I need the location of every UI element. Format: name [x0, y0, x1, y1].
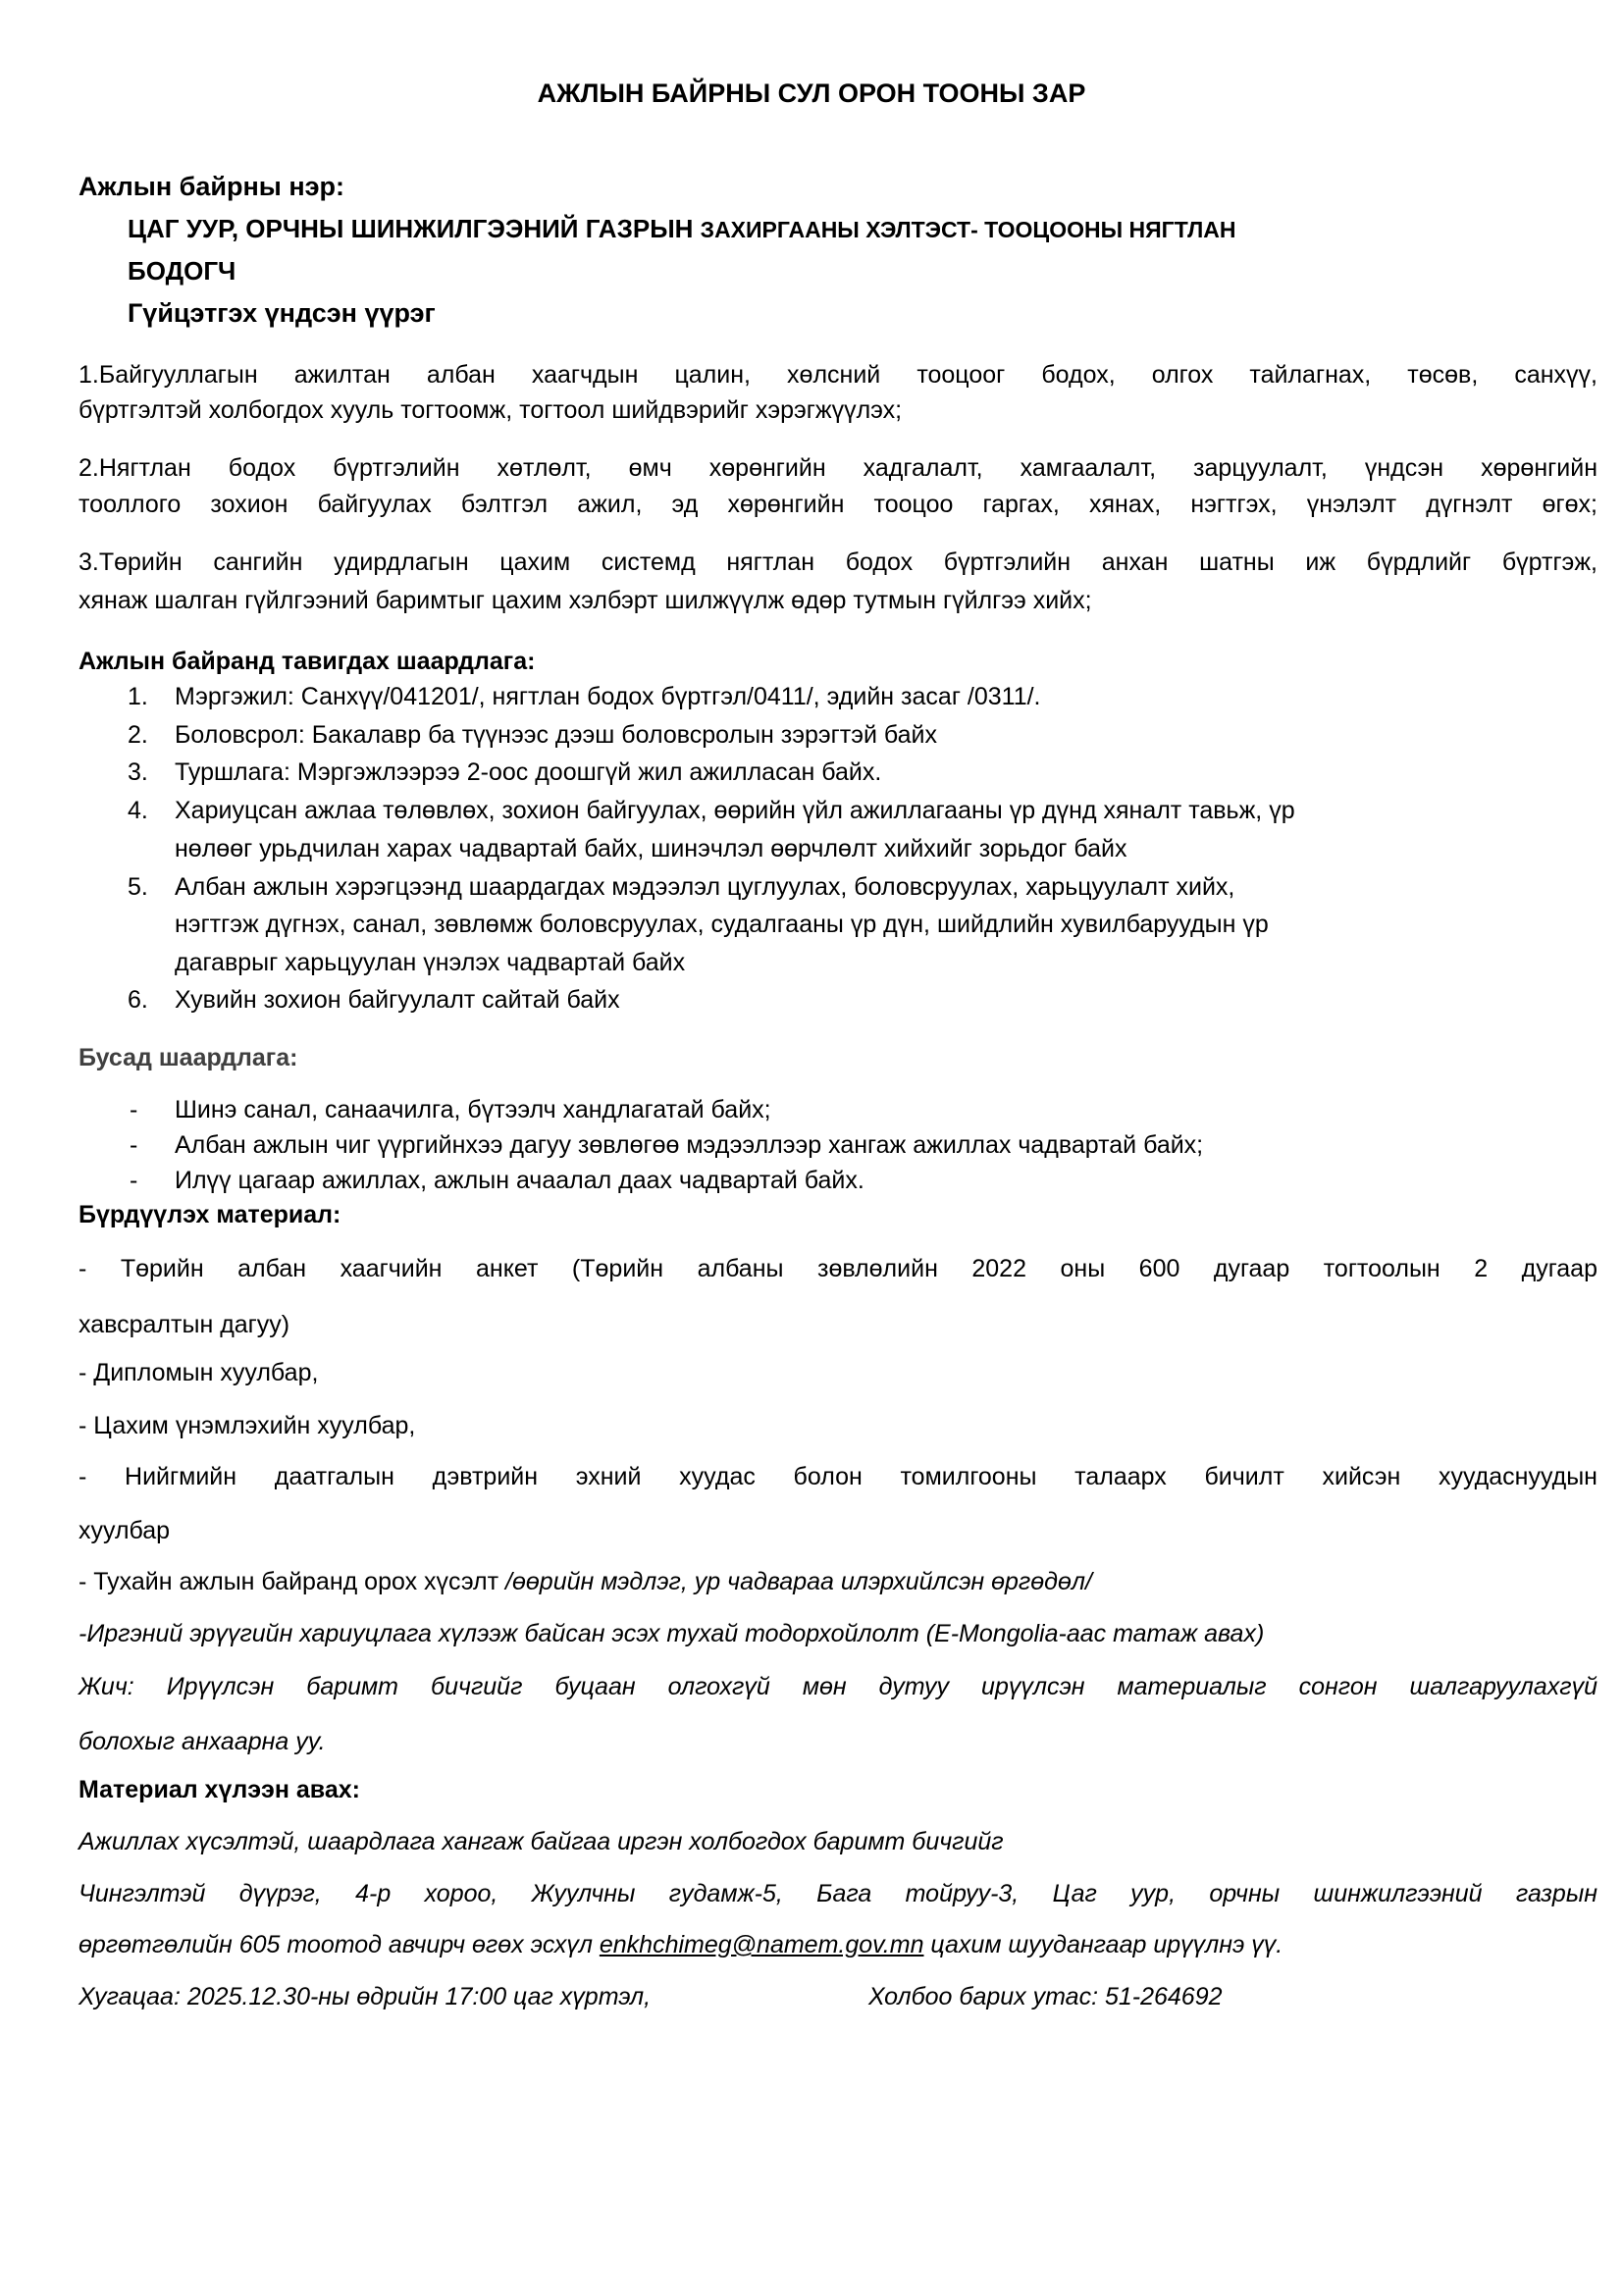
materials-heading: Бүрдүүлэх материал: [79, 1201, 341, 1228]
req-4-text-line1: Хариуцсан ажлаа төлөвлөх, зохион байгуулах, өөрийн үйл ажиллагааны үр дүнд хяналт тавьж, үр [175, 797, 1295, 824]
other-3-text: Илүү цагаар ажиллах, ажлын ачаалал даах чадвартай байх. [175, 1167, 864, 1194]
email-link[interactable]: enkhchimeg@namem.gov.mn [599, 1931, 924, 1958]
material-id-card: - Цахим үнэмлэхийн хуулбар, [79, 1412, 416, 1439]
other-requirements-heading: Бусад шаардлага: [79, 1044, 298, 1071]
material-request-italic: /өөрийн мэдлэг, ур чадвараа илэрхийлсэн өргөдөл/ [505, 1568, 1092, 1595]
req-4-text-line2: нөлөөг урьдчилан харах чадвартай байх, шинэчлэл өөрчлөлт хийхийг зорьдог байх [175, 835, 1127, 862]
duty-3-line1: 3.Төрийн сангийн удирдлагын цахим системд нягтлан бодох бүртгэлийн анхан шатны иж бүрдлийг бүртгэж, [79, 548, 1597, 576]
duty-1-line1: 1.Байгууллагын ажилтан албан хаагчдын цалин, хөлсний тооцоог бодох, олгох тайлагнах, төсөв, санхүү, [79, 361, 1597, 389]
deadline: Хугацаа: 2025.12.30-ны өдрийн 17:00 цаг хүртэл, [79, 1983, 652, 2010]
duties-heading: Гүйцэтгэх үндсэн үүрэг [128, 298, 436, 328]
material-criminal-record: -Иргэний эрүүгийн хариуцлага хүлээж байсан эсэх тухай тодорхойлолт (E-Mongolia-аас татаж авах) [79, 1620, 1265, 1647]
position-name-part2: ЗАХИРГААНЫ ХЭЛТЭСТ- ТООЦООНЫ НЯГТЛАН [700, 217, 1236, 242]
req-6-number: 6. [128, 986, 148, 1014]
position-name [128, 214, 1236, 244]
req-5-text-line1: Албан ажлын хэрэгцээнд шаардагдах мэдээлэл цуглуулах, боловсруулах, харьцуулалт хийх, [175, 873, 1235, 901]
submission-line1: Ажиллах хүсэлтэй, шаардлага хангаж байгаа иргэн холбогдох баримт бичгийг [79, 1828, 1004, 1855]
req-2-number: 2. [128, 721, 148, 749]
material-social-line2: хуулбар [79, 1517, 171, 1544]
req-3-text: Туршлага: Мэргэжлээрээ 2-оос доошгүй жил ажилласан байх. [175, 758, 882, 786]
submission-line3-after: цахим шуудангаар ирүүлнэ үү. [923, 1931, 1283, 1958]
req-6-text: Хувийн зохион байгуулалт сайтай байх [175, 986, 620, 1014]
material-anket-line2: хавсралтын дагуу) [79, 1311, 290, 1338]
material-diploma: - Дипломын хуулбар, [79, 1359, 319, 1386]
req-5-text-line3: дагаврыг харьцуулан үнэлэх чадвартай байх [175, 949, 686, 976]
note-line1: Жич: Ирүүлсэн баримт бичгийг буцаан олгохгүй мөн дутуу ирүүлсэн материалыг сонгон шалгаруулахгүй [79, 1673, 1597, 1700]
req-1-text: Мэргэжил: Санхүү/041201/, нягтлан бодох бүртгэл/0411/, эдийн засаг /0311/. [175, 683, 1041, 710]
duty-2-line1: 2.Нягтлан бодох бүртгэлийн хөтлөлт, өмч хөрөнгийн хадгалалт, хамгаалалт, зарцуулалт, үндсэн хөрөнгийн [79, 454, 1597, 482]
req-4-number: 4. [128, 797, 148, 824]
material-request-plain: - Тухайн ажлын байранд орох хүсэлт [79, 1568, 506, 1595]
req-2-text: Боловсрол: Бакалавр ба түүнээс дээш боловсролын зэрэгтэй байх [175, 721, 938, 749]
material-social-line1: - Нийгмийн даатгалын дэвтрийн эхний хуудас болон томилгооны талаарх бичилт хийсэн хуудаснуудын [79, 1463, 1597, 1490]
contact-phone: Холбоо барих утас: 51-264692 [868, 1983, 1223, 2010]
submission-line3 [79, 1930, 1283, 1959]
position-label: Ажлын байрны нэр: [79, 172, 345, 201]
req-5-number: 5. [128, 873, 148, 901]
duty-2-line2: тооллого зохион байгуулах бэлтгэл ажил, эд хөрөнгийн тооцоо гаргах, хянах, нэгтгэх, үнэлэлт дүгнэлт өгөх; [79, 491, 1597, 518]
submission-line3-before: өргөтгөлийн 605 тоотод авчирч өгөх эсхүл [79, 1931, 600, 1958]
other-1-text: Шинэ санал, санаачилга, бүтээлч хандлагатай байх; [175, 1096, 771, 1123]
req-5-text-line2: нэгтгэж дүгнэх, санал, зөвлөмж боловсруулах, судалгааны үр дүн, шийдлийн хувилбаруудын үр [175, 911, 1269, 938]
req-3-number: 3. [128, 758, 148, 786]
duty-3-line2: хянаж шалган гүйлгээний баримтыг цахим хэлбэрт шилжүүлж өдөр тутмын гүйлгээ хийх; [79, 587, 1092, 614]
other-2-bullet: - [130, 1131, 138, 1159]
requirements-heading: Ажлын байранд тавигдах шаардлага: [79, 648, 536, 675]
position-name-part1: ЦАГ УУР, ОРЧНЫ ШИНЖИЛГЭЭНИЙ ГАЗРЫН [128, 214, 701, 243]
req-1-number: 1. [128, 683, 148, 710]
position-name-line2: БОДОГЧ [128, 256, 236, 286]
submission-heading: Материал хүлээн авах: [79, 1776, 360, 1803]
duty-1-line2: бүртгэлтэй холбогдох хууль тогтоомж, тогтоол шийдвэрийг хэрэгжүүлэх; [79, 396, 903, 424]
material-anket-line1: - Төрийн албан хаагчийн анкет (Төрийн албаны зөвлөлийн 2022 оны 600 дугаар тогтоолын 2 дугаар [79, 1255, 1597, 1282]
submission-address: Чингэлтэй дүүрэг, 4-р хороо, Жуулчны гудамж-5, Бага тойруу-3, Цаг уур, орчны шинжилгээний газрын [79, 1880, 1597, 1907]
other-1-bullet: - [130, 1096, 138, 1123]
note-line2: болохыг анхаарна уу. [79, 1728, 326, 1755]
other-3-bullet: - [130, 1167, 138, 1194]
page-title: АЖЛЫН БАЙРНЫ СУЛ ОРОН ТООНЫ ЗАР [537, 78, 1086, 108]
material-request [79, 1567, 1092, 1596]
other-2-text: Албан ажлын чиг үүргийнхээ дагуу зөвлөгөө мэдээллээр хангаж ажиллах чадвартай байх; [175, 1131, 1204, 1159]
